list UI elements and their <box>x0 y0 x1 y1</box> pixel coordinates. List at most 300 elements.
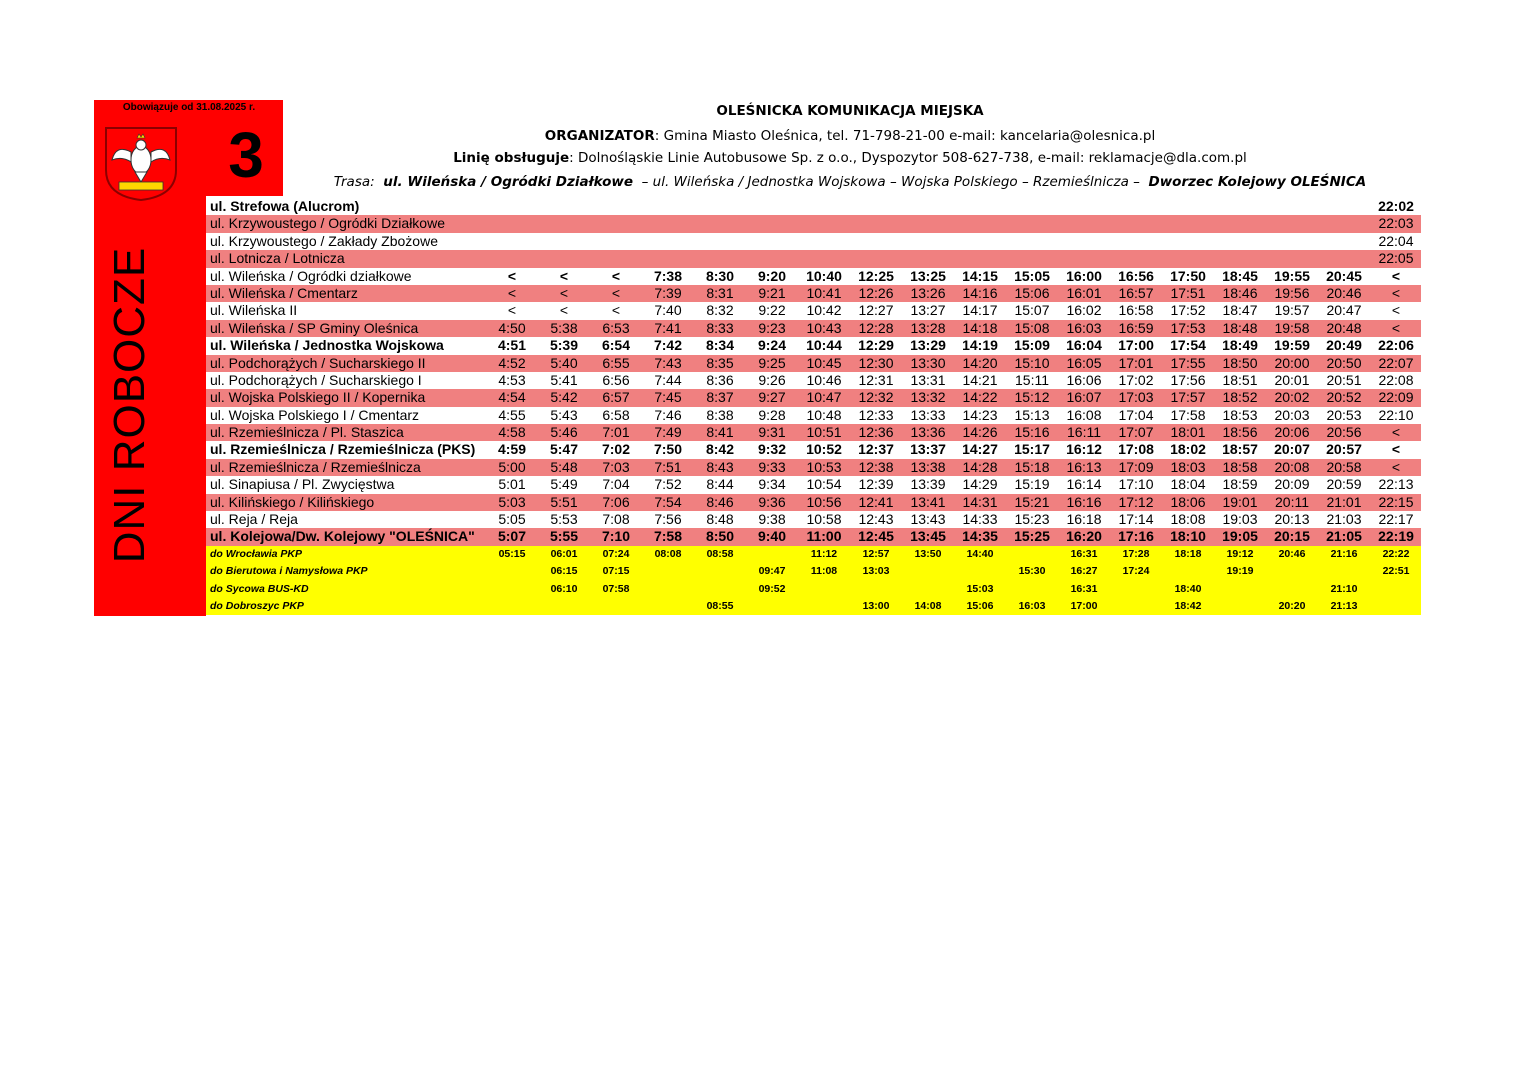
page-title: OLEŚNICKA KOMUNIKACJA MIEJSKA <box>716 103 984 119</box>
departure-time: 7:40 <box>654 302 682 319</box>
departure-time: 14:18 <box>962 319 998 336</box>
departure-time: 5:42 <box>550 389 578 406</box>
departure-time: 12:41 <box>858 493 894 510</box>
departure-time: 16:04 <box>1066 337 1102 354</box>
departure-time: 16:27 <box>1070 565 1098 578</box>
stop-name: ul. Rzemieślnicza / Rzemieślnicza (PKS) <box>210 441 476 458</box>
departure-time: 9:21 <box>758 284 786 301</box>
departure-time: 18:58 <box>1222 458 1258 475</box>
departure-time: 20:48 <box>1326 319 1362 336</box>
departure-time: < <box>611 302 621 319</box>
departure-time: 14:33 <box>962 511 998 528</box>
stop-name: ul. Wileńska / SP Gminy Oleśnica <box>210 319 419 336</box>
departure-time: 17:08 <box>1118 441 1154 458</box>
departure-time: 17:57 <box>1170 389 1206 406</box>
departure-time: 15:11 <box>1015 371 1049 388</box>
connection-destination: do Sycowa BUS-KD <box>210 582 309 595</box>
departure-time: 9:36 <box>758 493 786 510</box>
route-prefix: Trasa: <box>333 174 375 190</box>
departure-time: 16:31 <box>1070 582 1098 595</box>
departure-time: 6:58 <box>602 406 630 423</box>
route-end: Dworzec Kolejowy OLEŚNICA <box>1148 174 1367 190</box>
departure-time: 21:13 <box>1330 599 1358 612</box>
departure-time: 16:03 <box>1018 599 1046 612</box>
departure-time: 7:06 <box>602 493 630 510</box>
connection-destination: do Dobroszyc PKP <box>210 599 304 612</box>
departure-time: 4:54 <box>498 389 526 406</box>
departure-time: 14:27 <box>962 441 998 458</box>
stop-name: ul. Podchorążych / Sucharskiego II <box>210 354 426 371</box>
stop-name: ul. Rzemieślnicza / Rzemieślnicza <box>210 458 421 475</box>
departure-time: 12:33 <box>858 406 894 423</box>
departure-time: 17:52 <box>1170 302 1206 319</box>
departure-time: 16:59 <box>1118 319 1154 336</box>
departure-time: 5:47 <box>549 441 579 458</box>
departure-time: 14:17 <box>962 302 998 319</box>
departure-time: 20:57 <box>1326 441 1362 458</box>
departure-time: 16:20 <box>1066 528 1102 545</box>
departure-time: 15:30 <box>1018 565 1046 578</box>
departure-time: 17:50 <box>1170 267 1206 284</box>
olesnica-coat-of-arms-icon <box>104 126 178 202</box>
departure-time: 17:58 <box>1170 406 1206 423</box>
departure-time: 13:50 <box>914 547 942 560</box>
departure-time: 4:53 <box>498 371 526 388</box>
departure-time: 7:42 <box>653 337 683 354</box>
departure-time: 14:19 <box>962 337 998 354</box>
table-row <box>206 337 1421 354</box>
departure-time: 15:09 <box>1014 337 1050 354</box>
departure-time: 14:21 <box>962 371 998 388</box>
departure-time: 09:52 <box>758 582 786 595</box>
departure-time: 16:57 <box>1118 284 1154 301</box>
departure-time: 7:54 <box>654 493 682 510</box>
departure-time: 14:15 <box>962 267 998 284</box>
departure-time: 21:16 <box>1330 547 1358 560</box>
departure-time: 20:11 <box>1275 493 1309 510</box>
departure-time: 20:51 <box>1326 371 1362 388</box>
departure-time: 9:25 <box>758 354 786 371</box>
departure-time: 7:51 <box>654 458 682 475</box>
table-row <box>206 285 1421 302</box>
departure-time: 15:17 <box>1014 441 1050 458</box>
table-row <box>206 459 1421 476</box>
departure-time: 16:11 <box>1067 424 1101 441</box>
departure-time: 7:01 <box>602 424 630 441</box>
departure-time: 18:51 <box>1222 371 1258 388</box>
departure-time: < <box>559 302 569 319</box>
departure-time: 8:38 <box>706 406 734 423</box>
departure-time: 15:03 <box>966 582 994 595</box>
departure-time: 22:08 <box>1378 371 1414 388</box>
departure-time: 15:06 <box>966 599 994 612</box>
stop-name: ul. Kolejowa/Dw. Kolejowy "OLEŚNICA" <box>210 528 475 545</box>
departure-time: 22:07 <box>1378 354 1414 371</box>
departure-time: 19:19 <box>1226 565 1254 578</box>
departure-time: 9:20 <box>757 267 787 284</box>
departure-time: 5:51 <box>550 493 578 510</box>
departure-time: 9:22 <box>758 302 786 319</box>
departure-time: 13:39 <box>910 476 946 493</box>
departure-time: 17:00 <box>1070 599 1098 612</box>
departure-time: 15:25 <box>1014 528 1050 545</box>
departure-time: 18:42 <box>1174 599 1202 612</box>
departure-time: 20:50 <box>1326 354 1362 371</box>
departure-time: 17:54 <box>1170 337 1206 354</box>
departure-time: < <box>1391 424 1401 441</box>
departure-time: 4:52 <box>498 354 526 371</box>
departure-time: 7:02 <box>601 441 631 458</box>
departure-time: 20:47 <box>1326 302 1362 319</box>
departure-time: 20:52 <box>1326 389 1362 406</box>
departure-time: 13:00 <box>862 599 890 612</box>
departure-time: 20:06 <box>1274 424 1310 441</box>
departure-time: 15:18 <box>1014 458 1050 475</box>
departure-time: 13:37 <box>910 441 946 458</box>
departure-time: 16:14 <box>1066 476 1102 493</box>
operator-text: : Dolnośląskie Linie Autobusowe Sp. z o.o., Dyspozytor 508-627-738, e-mail: reklamacje@dla.com.pl <box>569 150 1247 166</box>
departure-time: 14:35 <box>962 528 998 545</box>
departure-time: 13:29 <box>910 337 946 354</box>
departure-time: 07:58 <box>602 582 630 595</box>
departure-time: 14:23 <box>962 406 998 423</box>
departure-time: 16:56 <box>1118 267 1154 284</box>
departure-time: 18:52 <box>1222 389 1258 406</box>
departure-time: 5:49 <box>550 476 578 493</box>
departure-time: 15:07 <box>1014 302 1050 319</box>
departure-time: 18:18 <box>1174 547 1202 560</box>
departure-time: 5:01 <box>498 476 526 493</box>
departure-time: 17:14 <box>1118 511 1154 528</box>
departure-time: 15:16 <box>1014 424 1050 441</box>
departure-time: 7:49 <box>654 424 682 441</box>
route-middle: – ul. Wileńska / Jednostka Wojskowa – Wojska Polskiego – Rzemieślnicza – <box>641 174 1140 190</box>
departure-time: 20:02 <box>1274 389 1310 406</box>
departure-time: 22:19 <box>1378 528 1414 545</box>
departure-time: 22:51 <box>1382 565 1410 578</box>
departure-time: 5:55 <box>549 528 579 545</box>
departure-time: 6:55 <box>602 354 630 371</box>
departure-time: 6:57 <box>602 389 630 406</box>
departure-time: 8:41 <box>706 424 734 441</box>
departure-time: 7:04 <box>602 476 630 493</box>
stop-name: ul. Wileńska / Jednostka Wojskowa <box>210 337 444 354</box>
departure-time: 20:49 <box>1326 337 1362 354</box>
departure-time: 16:01 <box>1066 284 1102 301</box>
departure-time: 13:45 <box>910 528 946 545</box>
departure-time: 06:01 <box>550 547 578 560</box>
departure-time: 20:00 <box>1274 354 1310 371</box>
departure-time: 10:52 <box>806 441 842 458</box>
departure-time: 9:24 <box>757 337 787 354</box>
connection-row <box>206 598 1421 615</box>
departure-time: 14:08 <box>914 599 942 612</box>
departure-time: 8:30 <box>705 267 735 284</box>
departure-time: 9:26 <box>758 371 786 388</box>
departure-time: 10:46 <box>806 371 842 388</box>
departure-time: 22:13 <box>1378 476 1414 493</box>
stop-name: ul. Podchorążych / Sucharskiego I <box>210 371 422 388</box>
departure-time: 5:38 <box>550 319 578 336</box>
departure-time: 10:51 <box>806 424 842 441</box>
departure-time: 18:01 <box>1170 424 1206 441</box>
departure-time: 22:02 <box>1378 198 1414 214</box>
departure-time: 8:44 <box>706 476 734 493</box>
departure-time: 5:41 <box>550 371 578 388</box>
valid-from-date: Obowiązuje od 31.08.2025 r. <box>122 102 256 113</box>
departure-time: 18:49 <box>1222 337 1258 354</box>
departure-time: 07:24 <box>602 547 630 560</box>
departure-time: 16:58 <box>1118 302 1154 319</box>
departure-time: 8:50 <box>705 528 735 545</box>
departure-time: 13:43 <box>910 511 946 528</box>
departure-time: 16:06 <box>1066 371 1102 388</box>
departure-time: 18:53 <box>1222 406 1258 423</box>
departure-time: 15:21 <box>1014 493 1050 510</box>
departure-time: 7:58 <box>653 528 683 545</box>
departure-time: 17:09 <box>1118 458 1154 475</box>
departure-time: 19:03 <box>1222 511 1258 528</box>
departure-time: 10:53 <box>806 458 842 475</box>
departure-time: 12:28 <box>858 319 894 336</box>
departure-time: 18:59 <box>1222 476 1258 493</box>
departure-time: 19:01 <box>1222 493 1258 510</box>
departure-time: 18:40 <box>1174 582 1202 595</box>
departure-time: 5:39 <box>549 337 579 354</box>
departure-time: 10:44 <box>806 337 842 354</box>
departure-time: 08:58 <box>706 547 734 560</box>
departure-time: 12:31 <box>858 371 894 388</box>
departure-time: 5:07 <box>497 528 527 545</box>
departure-time: 12:26 <box>858 284 894 301</box>
departure-time: 20:20 <box>1278 599 1306 612</box>
departure-time: < <box>559 267 569 284</box>
line-number: 3 <box>228 119 264 191</box>
departure-time: 15:10 <box>1014 354 1050 371</box>
departure-time: 10:58 <box>806 511 842 528</box>
operator-line <box>290 150 1410 166</box>
departure-time: 17:12 <box>1118 493 1154 510</box>
departure-time: 9:38 <box>758 511 786 528</box>
departure-time: < <box>1391 441 1401 458</box>
departure-time: 13:41 <box>910 493 946 510</box>
departure-time: 9:23 <box>758 319 786 336</box>
departure-time: 20:07 <box>1274 441 1310 458</box>
departure-time: 17:10 <box>1118 476 1154 493</box>
departure-time: 16:13 <box>1066 458 1102 475</box>
departure-time: 14:22 <box>962 389 998 406</box>
departure-time: 14:16 <box>962 284 998 301</box>
departure-time: 21:03 <box>1326 511 1362 528</box>
departure-time: 14:31 <box>962 493 998 510</box>
departure-time: 19:57 <box>1274 302 1310 319</box>
departure-time: 16:12 <box>1066 441 1102 458</box>
departure-time: 18:48 <box>1222 319 1258 336</box>
departure-time: 21:10 <box>1330 582 1358 595</box>
organizer-text: : Gmina Miasto Oleśnica, tel. 71-798-21-00 e-mail: kancelaria@olesnica.pl <box>654 128 1156 144</box>
departure-time: 5:43 <box>550 406 578 423</box>
departure-time: 12:43 <box>858 511 894 528</box>
departure-time: 20:56 <box>1326 424 1362 441</box>
table-row <box>206 215 1421 232</box>
departure-time: 17:28 <box>1122 547 1150 560</box>
departure-time: 9:31 <box>758 424 786 441</box>
departure-time: 15:12 <box>1014 389 1050 406</box>
departure-time: 06:10 <box>550 582 578 595</box>
departure-time: 5:00 <box>498 458 526 475</box>
table-row <box>206 268 1421 285</box>
departure-time: 10:47 <box>806 389 842 406</box>
departure-time: 7:52 <box>654 476 682 493</box>
departure-time: 06:15 <box>550 565 578 578</box>
departure-time: 13:31 <box>910 371 946 388</box>
departure-time: 18:10 <box>1170 528 1206 545</box>
departure-time: 10:56 <box>806 493 842 510</box>
departure-time: 19:56 <box>1274 284 1310 301</box>
departure-time: 16:02 <box>1066 302 1102 319</box>
departure-time: 8:31 <box>706 284 734 301</box>
departure-time: 13:36 <box>910 424 946 441</box>
departure-time: 7:39 <box>654 284 682 301</box>
departure-time: 6:53 <box>602 319 630 336</box>
departure-time: 5:05 <box>498 511 526 528</box>
departure-time: 13:30 <box>910 354 946 371</box>
departure-time: 15:06 <box>1014 284 1050 301</box>
departure-time: 19:58 <box>1274 319 1310 336</box>
departure-time: 4:50 <box>498 319 526 336</box>
departure-time: 9:32 <box>757 441 787 458</box>
departure-time: 16:03 <box>1066 319 1102 336</box>
departure-time: 17:53 <box>1170 319 1206 336</box>
stop-name: ul. Lotnicza / Lotnicza <box>210 250 345 267</box>
table-row <box>206 407 1421 424</box>
departure-time: 18:56 <box>1222 424 1258 441</box>
departure-time: 22:22 <box>1382 547 1410 560</box>
departure-time: 7:10 <box>601 528 631 545</box>
departure-time: 22:10 <box>1378 406 1414 423</box>
stop-name: ul. Rzemieślnicza / Pl. Staszica <box>210 424 404 441</box>
departure-time: 13:03 <box>862 565 890 578</box>
departure-time: 10:54 <box>806 476 842 493</box>
table-row <box>206 528 1421 545</box>
departure-time: 20:15 <box>1274 528 1310 545</box>
departure-time: 9:27 <box>758 389 786 406</box>
departure-time: 09:47 <box>758 565 786 578</box>
departure-time: 12:27 <box>858 302 894 319</box>
departure-time: 13:27 <box>910 302 946 319</box>
departure-time: < <box>611 284 621 301</box>
departure-time: 20:59 <box>1326 476 1362 493</box>
departure-time: 16:00 <box>1066 267 1102 284</box>
departure-time: 08:55 <box>706 599 734 612</box>
departure-time: 19:12 <box>1226 547 1254 560</box>
departure-time: 13:25 <box>910 267 946 284</box>
departure-time: 18:50 <box>1222 354 1258 371</box>
departure-time: 17:00 <box>1118 337 1154 354</box>
stop-name: ul. Wileńska / Ogródki działkowe <box>210 267 412 284</box>
departure-time: 10:43 <box>806 319 842 336</box>
departure-time: 20:58 <box>1326 458 1362 475</box>
table-row <box>206 302 1421 319</box>
departure-time: 5:03 <box>498 493 526 510</box>
departure-time: 9:34 <box>758 476 786 493</box>
departure-time: 14:40 <box>966 547 994 560</box>
departure-time: 13:28 <box>910 319 946 336</box>
departure-time: 4:55 <box>498 406 526 423</box>
departure-time: 22:09 <box>1378 389 1414 406</box>
departure-time: 18:03 <box>1170 458 1206 475</box>
departure-time: 10:48 <box>806 406 842 423</box>
departure-time: 5:46 <box>550 424 578 441</box>
table-row <box>206 476 1421 493</box>
stop-name: ul. Wileńska II <box>210 302 298 319</box>
departure-time: 7:08 <box>602 511 630 528</box>
departure-time: < <box>1391 302 1401 319</box>
departure-time: 12:37 <box>858 441 894 458</box>
departure-time: 20:46 <box>1278 547 1306 560</box>
departure-time: 7:03 <box>602 458 630 475</box>
departure-time: 16:07 <box>1066 389 1102 406</box>
departure-time: 17:02 <box>1118 371 1154 388</box>
stop-name: ul. Kilińskiego / Kilińskiego <box>210 493 375 510</box>
departure-time: 7:41 <box>654 319 682 336</box>
departure-time: 6:54 <box>601 337 631 354</box>
stop-name: ul. Krzywoustego / Zakłady Zbożowe <box>210 232 438 249</box>
departure-time: 22:17 <box>1378 511 1414 528</box>
departure-time: 8:46 <box>706 493 734 510</box>
stop-name: ul. Sinapiusa / Pl. Zwycięstwa <box>210 476 395 493</box>
departure-time: 17:04 <box>1118 406 1154 423</box>
departure-time: 5:40 <box>550 354 578 371</box>
departure-time: 20:08 <box>1274 458 1310 475</box>
departure-time: 8:48 <box>706 511 734 528</box>
table-row <box>206 320 1421 337</box>
departure-time: 7:46 <box>654 406 682 423</box>
departure-time: 5:48 <box>550 458 578 475</box>
departure-time: 05:15 <box>498 547 526 560</box>
departure-time: 13:33 <box>910 406 946 423</box>
departure-time: 14:29 <box>962 476 998 493</box>
table-row <box>206 372 1421 389</box>
departure-time: 22:15 <box>1378 493 1414 510</box>
connection-row <box>206 581 1421 598</box>
departure-time: 17:16 <box>1118 528 1154 545</box>
departure-time: 12:29 <box>858 337 894 354</box>
departure-time: 12:45 <box>858 528 894 545</box>
departure-time: 17:24 <box>1122 565 1150 578</box>
table-row <box>206 424 1421 441</box>
stop-name: ul. Strefowa (Alucrom) <box>210 198 360 214</box>
departure-time: 13:26 <box>910 284 946 301</box>
departure-time: 20:46 <box>1326 284 1362 301</box>
departure-time: 18:46 <box>1222 284 1258 301</box>
departure-time: 20:45 <box>1326 267 1362 284</box>
table-row <box>206 511 1421 528</box>
table-row <box>206 250 1421 267</box>
departure-time: 14:26 <box>962 424 998 441</box>
departure-time: 10:42 <box>806 302 842 319</box>
departure-time: 7:44 <box>654 371 682 388</box>
departure-time: 19:05 <box>1222 528 1258 545</box>
departure-time: < <box>507 284 517 301</box>
route-start: ul. Wileńska / Ogródki Działkowe <box>383 174 634 190</box>
departure-time: 9:40 <box>757 528 787 545</box>
table-row <box>206 494 1421 511</box>
organizer-label: ORGANIZATOR <box>544 128 655 144</box>
connection-destination: do Wrocławia PKP <box>210 547 302 560</box>
departure-time: 16:05 <box>1066 354 1102 371</box>
departure-time: 11:12 <box>810 547 838 560</box>
